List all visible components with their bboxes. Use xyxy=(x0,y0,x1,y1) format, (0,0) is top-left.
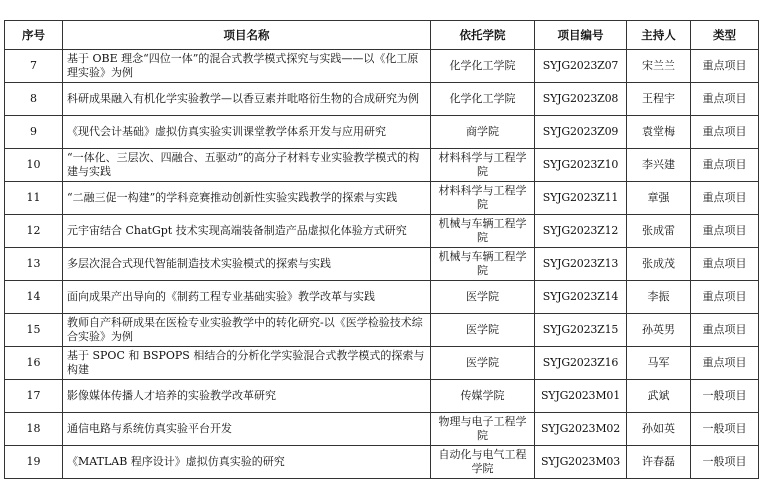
project-type: 重点项目 xyxy=(691,314,759,347)
school-name: 化学化工学院 xyxy=(431,50,535,83)
project-name: 面向成果产出导向的《制药工程专业基础实验》教学改革与实践 xyxy=(63,281,431,314)
project-code: SYJG2023M03 xyxy=(535,446,627,479)
host-name: 武斌 xyxy=(627,380,691,413)
table-row xyxy=(5,380,759,413)
table-row xyxy=(5,347,759,380)
school-name: 传媒学院 xyxy=(431,380,535,413)
header-code: 项目编号 xyxy=(535,21,627,50)
project-type: 一般项目 xyxy=(691,446,759,479)
project-type: 重点项目 xyxy=(691,116,759,149)
row-number: 17 xyxy=(5,380,63,413)
row-number: 12 xyxy=(5,215,63,248)
project-name: 元宇宙结合 ChatGpt 技术实现高端装备制造产品虚拟化体验方式研究 xyxy=(63,215,431,248)
project-name: 基于 OBE 理念“四位一体”的混合式教学模式探究与实践——以《化工原理实验》为例 xyxy=(63,50,431,83)
row-number: 16 xyxy=(5,347,63,380)
project-name: 通信电路与系统仿真实验平台开发 xyxy=(63,413,431,446)
school-name: 商学院 xyxy=(431,116,535,149)
host-name: 马军 xyxy=(627,347,691,380)
table-row xyxy=(5,248,759,281)
host-name: 许春磊 xyxy=(627,446,691,479)
project-name: 科研成果融入有机化学实验教学—以香豆素并吡咯衍生物的合成研究为例 xyxy=(63,83,431,116)
table-row xyxy=(5,149,759,182)
project-type: 重点项目 xyxy=(691,281,759,314)
row-number: 14 xyxy=(5,281,63,314)
host-name: 王程宇 xyxy=(627,83,691,116)
project-type: 一般项目 xyxy=(691,380,759,413)
header-type: 类型 xyxy=(691,21,759,50)
school-name: 化学化工学院 xyxy=(431,83,535,116)
project-type: 重点项目 xyxy=(691,50,759,83)
host-name: 孙英男 xyxy=(627,314,691,347)
row-number: 7 xyxy=(5,50,63,83)
project-name: 多层次混合式现代智能制造技术实验模式的探索与实践 xyxy=(63,248,431,281)
table-row xyxy=(5,116,759,149)
project-code: SYJG2023Z11 xyxy=(535,182,627,215)
table-row xyxy=(5,215,759,248)
header-school: 依托学院 xyxy=(431,21,535,50)
project-code: SYJG2023Z12 xyxy=(535,215,627,248)
project-table xyxy=(4,20,759,479)
header-name: 项目名称 xyxy=(63,21,431,50)
project-name: 教师自产科研成果在医检专业实验教学中的转化研究-以《医学检验技术综合实验》为例 xyxy=(63,314,431,347)
school-name: 自动化与电气工程学院 xyxy=(431,446,535,479)
row-number: 18 xyxy=(5,413,63,446)
project-code: SYJG2023Z10 xyxy=(535,149,627,182)
table-row xyxy=(5,314,759,347)
table-row xyxy=(5,446,759,479)
project-name: 《MATLAB 程序设计》虚拟仿真实验的研究 xyxy=(63,446,431,479)
project-type: 重点项目 xyxy=(691,149,759,182)
school-name: 材料科学与工程学院 xyxy=(431,182,535,215)
project-type: 重点项目 xyxy=(691,347,759,380)
project-code: SYJG2023Z15 xyxy=(535,314,627,347)
project-code: SYJG2023Z08 xyxy=(535,83,627,116)
host-name: 张成茂 xyxy=(627,248,691,281)
project-code: SYJG2023M01 xyxy=(535,380,627,413)
project-name: 基于 SPOC 和 BSPOPS 相结合的分析化学实验混合式教学模式的探索与构建 xyxy=(63,347,431,380)
row-number: 8 xyxy=(5,83,63,116)
table-row xyxy=(5,281,759,314)
project-code: SYJG2023M02 xyxy=(535,413,627,446)
host-name: 宋兰兰 xyxy=(627,50,691,83)
row-number: 10 xyxy=(5,149,63,182)
school-name: 医学院 xyxy=(431,347,535,380)
project-code: SYJG2023Z16 xyxy=(535,347,627,380)
project-name: 《现代会计基础》虚拟仿真实验实训课堂教学体系开发与应用研究 xyxy=(63,116,431,149)
host-name: 章强 xyxy=(627,182,691,215)
host-name: 李兴建 xyxy=(627,149,691,182)
school-name: 机械与车辆工程学院 xyxy=(431,215,535,248)
row-number: 11 xyxy=(5,182,63,215)
school-name: 物理与电子工程学院 xyxy=(431,413,535,446)
table-row xyxy=(5,50,759,83)
project-type: 重点项目 xyxy=(691,248,759,281)
header-host: 主持人 xyxy=(627,21,691,50)
row-number: 9 xyxy=(5,116,63,149)
project-code: SYJG2023Z14 xyxy=(535,281,627,314)
row-number: 19 xyxy=(5,446,63,479)
header-no: 序号 xyxy=(5,21,63,50)
host-name: 张成雷 xyxy=(627,215,691,248)
project-name: “一体化、三层次、四融合、五驱动”的高分子材料专业实验教学模式的构建与实践 xyxy=(63,149,431,182)
project-name: “二融三促一构建”的学科竞赛推动创新性实验实践教学的探索与实践 xyxy=(63,182,431,215)
project-type: 一般项目 xyxy=(691,413,759,446)
school-name: 医学院 xyxy=(431,314,535,347)
school-name: 机械与车辆工程学院 xyxy=(431,248,535,281)
host-name: 孙如英 xyxy=(627,413,691,446)
table-row xyxy=(5,83,759,116)
school-name: 医学院 xyxy=(431,281,535,314)
host-name: 李振 xyxy=(627,281,691,314)
project-name: 影像媒体传播人才培养的实验教学改革研究 xyxy=(63,380,431,413)
school-name: 材料科学与工程学院 xyxy=(431,149,535,182)
project-type: 重点项目 xyxy=(691,215,759,248)
row-number: 13 xyxy=(5,248,63,281)
project-type: 重点项目 xyxy=(691,182,759,215)
project-type: 重点项目 xyxy=(691,83,759,116)
header-row xyxy=(5,21,759,50)
row-number: 15 xyxy=(5,314,63,347)
host-name: 袁堂梅 xyxy=(627,116,691,149)
project-code: SYJG2023Z13 xyxy=(535,248,627,281)
table-row xyxy=(5,182,759,215)
project-code: SYJG2023Z09 xyxy=(535,116,627,149)
table-row xyxy=(5,413,759,446)
project-code: SYJG2023Z07 xyxy=(535,50,627,83)
